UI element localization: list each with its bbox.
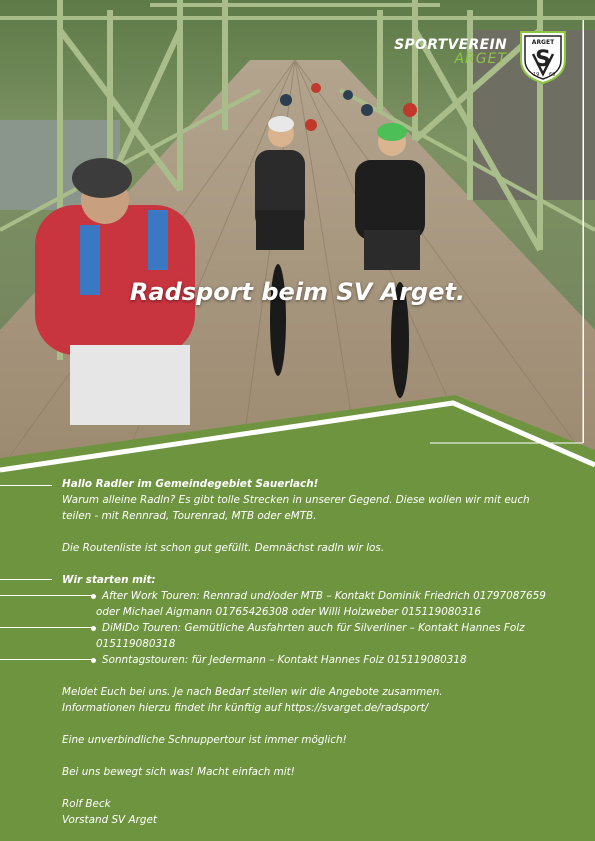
- logo-year-left: 19: [533, 72, 540, 78]
- divider-start: [0, 579, 52, 580]
- bullet-icon: [91, 594, 96, 599]
- brand-line2: ARGET: [454, 51, 507, 67]
- routes-text: Die Routenliste ist schon gut gefüllt. Demnächst radln wir los.: [62, 542, 385, 554]
- bullet-icon: [91, 658, 96, 663]
- outro-line1: Meldet Euch bei uns. Je nach Bedarf stellen wir die Angebote zusammen.: [62, 686, 443, 698]
- outro-line2: Informationen hierzu findet ihr künftig auf https://svarget.de/radsport/: [62, 702, 429, 714]
- brand-line1: SPORTVEREIN: [394, 37, 507, 53]
- item-1-line2: oder Michael Aigmann 01765426308 oder Willi Holzweber 015119080316: [96, 606, 481, 618]
- cta-text: Bei uns bewegt sich was! Macht einfach mit!: [62, 766, 295, 778]
- club-crest-icon: [519, 30, 567, 84]
- logo-year-right: 60: [549, 72, 556, 78]
- greeting: Hallo Radler im Gemeindegebiet Sauerlach!: [62, 478, 319, 490]
- club-brand: [394, 38, 507, 66]
- item-2-line1: DiMiDo Touren: Gemütliche Ausfahrten auch für Silverliner – Kontakt Hannes Folz: [102, 622, 525, 634]
- item-1-line1: After Work Touren: Rennrad und/oder MTB – Kontakt Dominik Friedrich 01797087659: [102, 590, 546, 602]
- svg-text:S: S: [535, 47, 551, 72]
- signature-name: Rolf Beck: [62, 798, 111, 810]
- trial-text: Eine unverbindliche Schnuppertour ist immer möglich!: [62, 734, 347, 746]
- item-2-line2: 015119080318: [96, 638, 176, 650]
- divider-greeting: [0, 485, 52, 486]
- page-title: Radsport beim SV Arget.: [129, 278, 466, 306]
- list-item: [62, 620, 562, 652]
- list-item: [62, 652, 562, 668]
- bullet-icon: [91, 626, 96, 631]
- intro-line1: Warum alleine Radln? Es gibt tolle Strecken in unserer Gegend. Diese wollen wir mit euch: [62, 494, 530, 506]
- logo-text: ARGET: [531, 39, 555, 46]
- list-item: [62, 588, 562, 620]
- start-heading: Wir starten mit:: [62, 574, 156, 586]
- item-3-line1: Sonntagstouren: für Jedermann – Kontakt Hannes Folz 015119080318: [102, 654, 467, 666]
- intro-line2: teilen - mit Rennrad, Tourenrad, MTB oder eMTB.: [62, 510, 317, 522]
- signature-role: Vorstand SV Arget: [62, 814, 157, 826]
- body-text: [62, 476, 562, 828]
